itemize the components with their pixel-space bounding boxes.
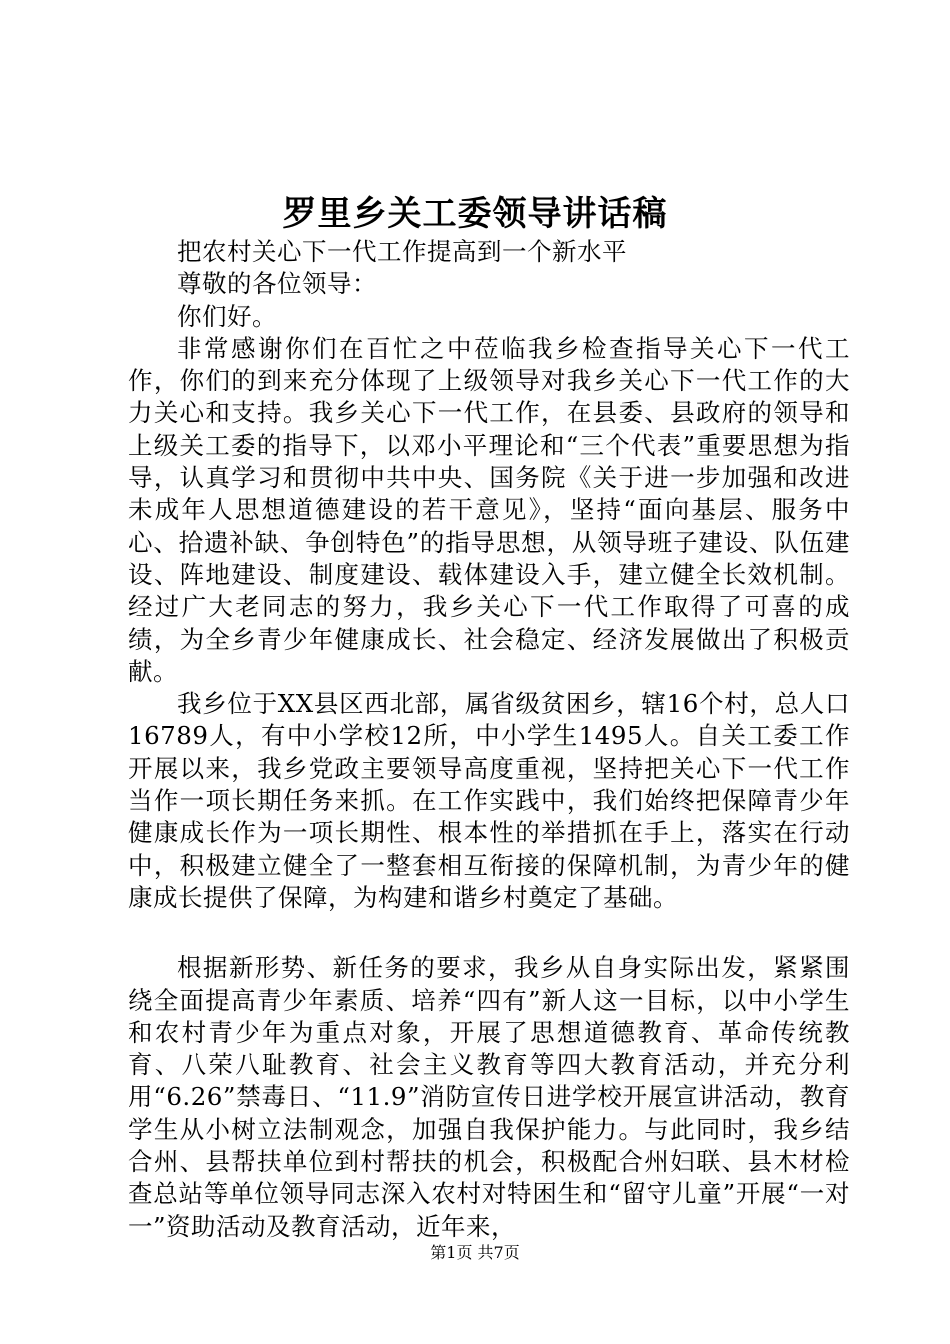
body-paragraph-3: 根据新形势、新任务的要求，我乡从自身实际出发，紧紧围绕全面提高青少年素质、培养“四有”新人这一目标，以中小学生和农村青少年为重点对象，开展了思想道德教育、革命传统教育、八荣八耻教育、社会主义教育等四大教育活动，并充分利用“6.26”禁毒日、“11.9”消防宣传日进学校开展宣讲活动，教育学生从小树立法制观念，加强自我保护能力。与此同时，我乡结合州、县帮扶单位到村帮扶的机会，积极配合州妇联、县木材检查总站等单位领导同志深入农村对特困生和“留守儿童”开展“一对一”资助活动及教育活动，近年来， xyxy=(128,953,850,1241)
paragraph-gap xyxy=(128,914,850,952)
document-body xyxy=(128,236,850,1243)
subtitle-paragraph: 把农村关心下一代工作提高到一个新水平 xyxy=(177,237,627,266)
greeting-paragraph: 你们好。 xyxy=(177,301,277,331)
salutation-paragraph: 尊敬的各位领导： xyxy=(177,269,377,299)
body-paragraph-2: 我乡位于XX县区西北部，属省级贫困乡，辖16个村，总人口16789人，有中小学校12所，中小学生1495人。自关工委工作开展以来，我乡党政主要领导高度重视，坚持把关心下一代工作当作一项长期任务来抓。在工作实践中，我们始终把保障青少年健康成长作为一项长期性、根本性的举措抓在手上，落实在行动中，积极建立健全了一整套相互衔接的保障机制，为青少年的健康成长提供了保障，为构建和谐乡村奠定了基础。 xyxy=(128,689,850,912)
page-number-footer: 第1页 共7页 xyxy=(430,1243,520,1262)
document-title: 罗里乡关工委领导讲话稿 xyxy=(282,194,668,234)
body-paragraph-1: 非常感谢你们在百忙之中莅临我乡检查指导关心下一代工作，你们的到来充分体现了上级领导对我乡关心下一代工作的大力关心和支持。我乡关心下一代工作，在县委、县政府的领导和上级关工委的指导下，以邓小平理论和“三个代表”重要思想为指导，认真学习和贯彻中共中央、国务院《关于进一步加强和改进未成年人思想道德建设的若干意见》，坚持“面向基层、服务中心、拾遗补缺、争创特色”的指导思想，从领导班子建设、队伍建设、阵地建设、制度建设、载体建设入手，建立健全长效机制。经过广大老同志的努力，我乡关心下一代工作取得了可喜的成绩，为全乡青少年健康成长、社会稳定、经济发展做出了积极贡献。 xyxy=(128,333,850,686)
